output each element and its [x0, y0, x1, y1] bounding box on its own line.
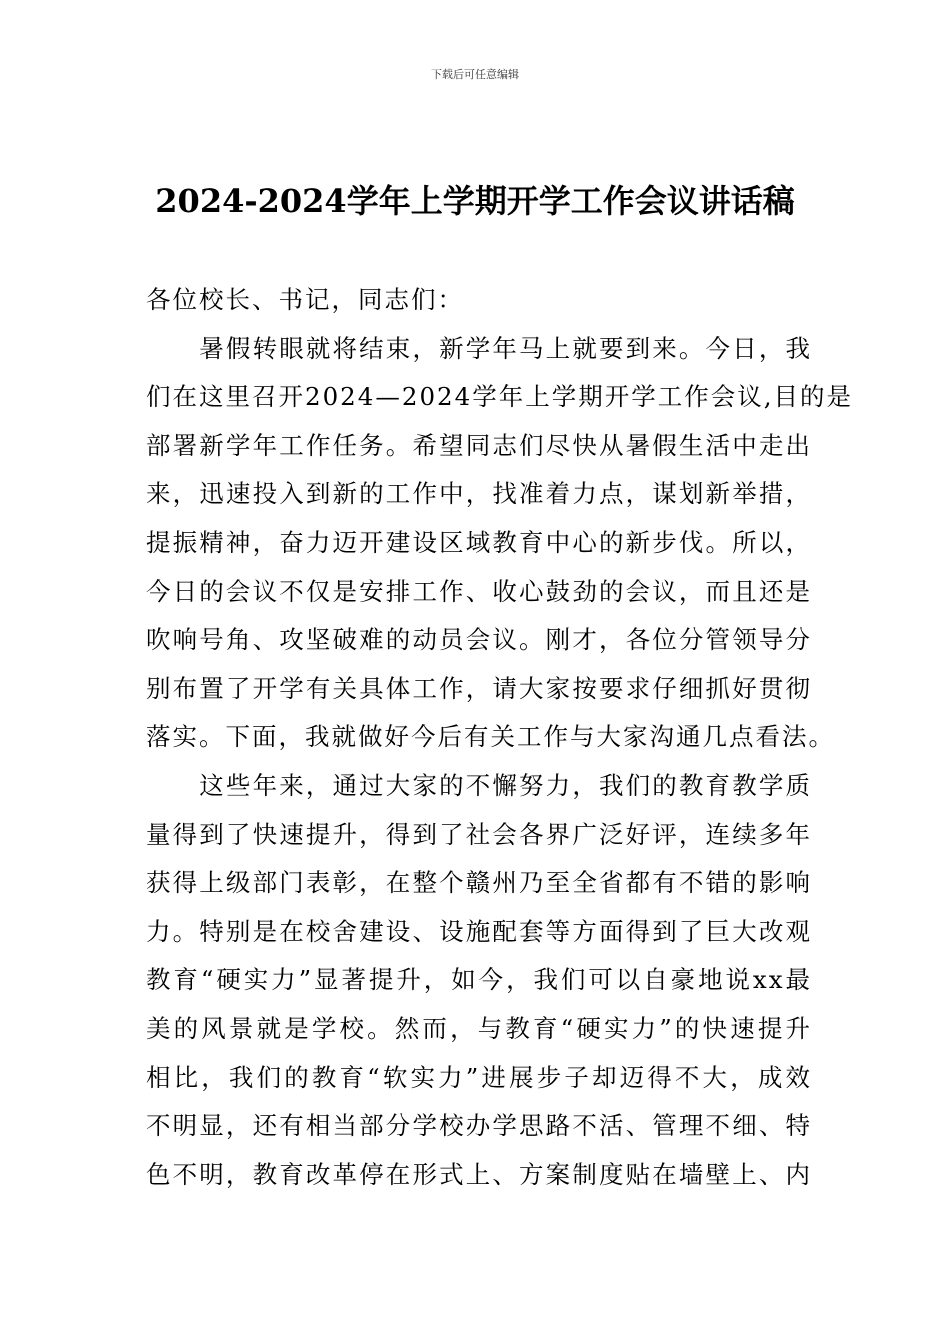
- body-line: 部署新学年工作任务。希望同志们尽快从暑假生活中走出: [146, 430, 812, 460]
- body-line: 今日的会议不仅是安排工作、收心鼓劲的会议，而且还是: [146, 576, 812, 606]
- body-line: 色不明，教育改革停在形式上、方案制度贴在墙壁上、内: [146, 1159, 812, 1189]
- body-line: 获得上级部门表彰，在整个赣州乃至全省都有不错的影响: [146, 868, 812, 898]
- document-body: [146, 276, 853, 1199]
- header-note: 下载后可任意编辑: [431, 68, 519, 81]
- body-line: 相比，我们的教育“软实力”进展步子却迈得不大，成效: [146, 1062, 812, 1092]
- body-line: 别布置了开学有关具体工作，请大家按要求仔细抓好贯彻: [146, 673, 812, 703]
- body-line: 力。特别是在校舍建设、设施配套等方面得到了巨大改观: [146, 916, 812, 946]
- body-line: 提振精神，奋力迈开建设区域教育中心的新步伐。所以，: [146, 527, 812, 557]
- body-line: 不明显，还有相当部分学校办学思路不活、管理不细、特: [146, 1111, 812, 1141]
- body-line: 们在这里召开2024—2024学年上学期开学工作会议,目的是: [146, 382, 853, 412]
- body-line: 暑假转眼就将结束，新学年马上就要到来。今日，我: [146, 333, 812, 363]
- salutation-line: 各位校长、书记，同志们：: [146, 285, 464, 314]
- body-line: 美的风景就是学校。然而，与教育“硬实力”的快速提升: [146, 1013, 812, 1043]
- body-line: 落实。下面，我就做好今后有关工作与大家沟通几点看法。: [146, 722, 835, 752]
- body-line: 来，迅速投入到新的工作中，找准着力点，谋划新举措，: [146, 479, 812, 509]
- body-line: 教育“硬实力”显著提升，如今，我们可以自豪地说xx最: [146, 965, 812, 995]
- body-line: 吹响号角、攻坚破难的动员会议。刚才，各位分管领导分: [146, 625, 812, 655]
- body-line: 这些年来，通过大家的不懈努力，我们的教育教学质: [146, 770, 812, 800]
- document-title: 2024-2024学年上学期开学工作会议讲话稿: [155, 182, 795, 220]
- body-line: 量得到了快速提升，得到了社会各界广泛好评，连续多年: [146, 819, 812, 849]
